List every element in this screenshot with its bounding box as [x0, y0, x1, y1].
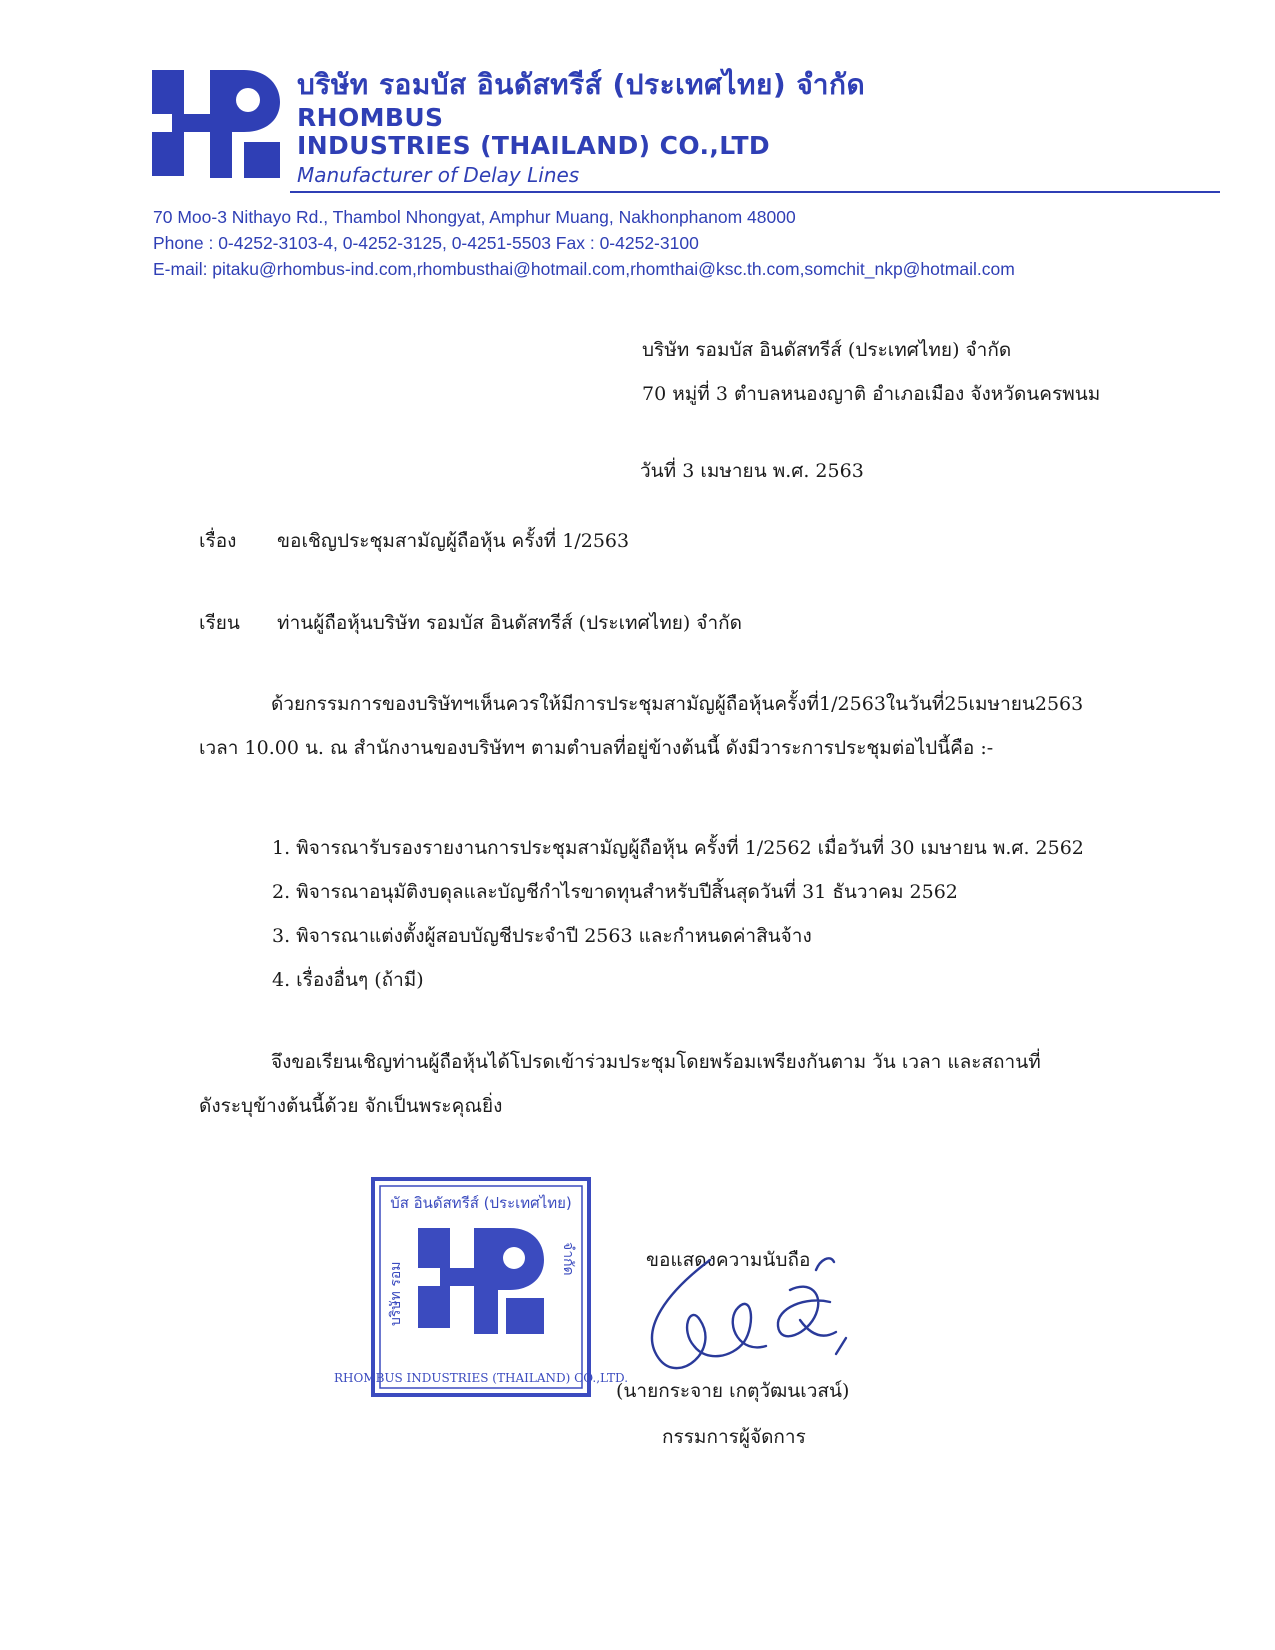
company-address: 70 Moo-3 Nithayo Rd., Thambol Nhongyat, Amphur Muang, Nakhonphanom 48000 — [153, 207, 796, 227]
subject-line — [199, 526, 629, 556]
handwritten-signature — [640, 1250, 870, 1390]
company-email: E-mail: pitaku@rhombus-ind.com,rhombusthai@hotmail.com,rhomthai@ksc.th.com,somchit_nkp@hotmail.com — [153, 259, 1015, 279]
recipient-line — [199, 608, 742, 638]
company-logo — [152, 70, 280, 178]
sender-address: 70 หมู่ที่ 3 ตำบลหนองญาติ อำเภอเมือง จังหวัดนครพนม — [642, 383, 1101, 405]
company-tagline: Manufacturer of Delay Lines — [297, 163, 580, 187]
letterhead-contact — [153, 204, 1015, 282]
recipient-text: ท่านผู้ถือหุ้นบริษัท รอมบัส อินดัสทรีส์ (ประเทศไทย) จำกัด — [277, 612, 742, 634]
agenda-list — [272, 826, 1084, 1002]
svg-text:RHOMBUS INDUSTRIES (THAILAND): RHOMBUS INDUSTRIES (THAILAND) CO.,LTD. — [333, 1371, 629, 1385]
body-paragraph-1 — [199, 682, 1083, 770]
recipient-label: เรียน — [199, 612, 240, 634]
svg-text:บัส อินดัสทรีส์ (ประเทศไทย): บัส อินดัสทรีส์ (ประเทศไทย) — [390, 1194, 572, 1212]
signer-name: (นายกระจาย เกตุวัฒนเวสน์) — [616, 1380, 850, 1402]
body-paragraph-2-line-1: จึงขอเรียนเชิญท่านผู้ถือหุ้นได้โปรดเข้าร่วมประชุมโดยพร้อมเพรียงกันตาม วัน เวลา และสถานที่ — [271, 1051, 1041, 1073]
company-name-thai: บริษัท รอมบัส อินดัสทรีส์ (ประเทศไทย) จำกัด — [297, 68, 866, 101]
signer-title: กรรมการผู้จัดการ — [662, 1426, 806, 1448]
letter-date: วันที่ 3 เมษายน พ.ศ. 2563 — [640, 460, 864, 482]
company-name-en-1: RHOMBUS — [297, 103, 444, 132]
letterhead-company — [297, 66, 865, 190]
agenda-item: 2. พิจารณาอนุมัติงบดุลและบัญชีกำไรขาดทุนสำหรับปีสิ้นสุดวันที่ 31 ธันวาคม 2562 — [272, 881, 958, 903]
body-paragraph-2-line-2: ดังระบุข้างต้นนี้ด้วย จักเป็นพระคุณยิ่ง — [199, 1095, 503, 1117]
company-phone: Phone : 0-4252-3103-4, 0-4252-3125, 0-4251-5503 Fax : 0-4252-3100 — [153, 233, 699, 253]
closing-text: ขอแสดงความนับถือ — [646, 1249, 811, 1271]
letterhead-divider — [290, 191, 1220, 193]
agenda-item: 4. เรื่องอื่นๆ (ถ้ามี) — [272, 969, 424, 991]
subject-label: เรื่อง — [199, 530, 237, 552]
agenda-item: 3. พิจารณาแต่งตั้งผู้สอบบัญชีประจำปี 2563 และกำหนดค่าสินจ้าง — [272, 925, 812, 947]
subject-text: ขอเชิญประชุมสามัญผู้ถือหุ้น ครั้งที่ 1/2563 — [277, 530, 630, 552]
body-paragraph-1-line-2: เวลา 10.00 น. ณ สำนักงานของบริษัทฯ ตามตำบลที่อยู่ข้างต้นนี้ ดังมีวาระการประชุมต่อไปนี้คือ :- — [199, 737, 994, 759]
body-paragraph-1-line-1: ด้วยกรรมการของบริษัทฯเห็นควรให้มีการประชุมสามัญผู้ถือหุ้นครั้งที่1/2563ในวันที่25เมษายน2563 — [271, 693, 1084, 715]
svg-text:จำกัด: จำกัด — [560, 1242, 576, 1276]
body-paragraph-2 — [199, 1040, 1041, 1128]
sender-name: บริษัท รอมบัส อินดัสทรีส์ (ประเทศไทย) จำกัด — [642, 339, 1012, 361]
sender-block — [642, 328, 1100, 416]
agenda-item: 1. พิจารณารับรองรายงานการประชุมสามัญผู้ถือหุ้น ครั้งที่ 1/2562 เมื่อวันที่ 30 เมษายน พ.ศ. 2562 — [272, 837, 1084, 859]
company-name-en-2: INDUSTRIES (THAILAND) CO.,LTD — [297, 131, 771, 160]
svg-text:บริษัท รอม: บริษัท รอม — [388, 1261, 404, 1326]
company-seal — [333, 1176, 629, 1398]
